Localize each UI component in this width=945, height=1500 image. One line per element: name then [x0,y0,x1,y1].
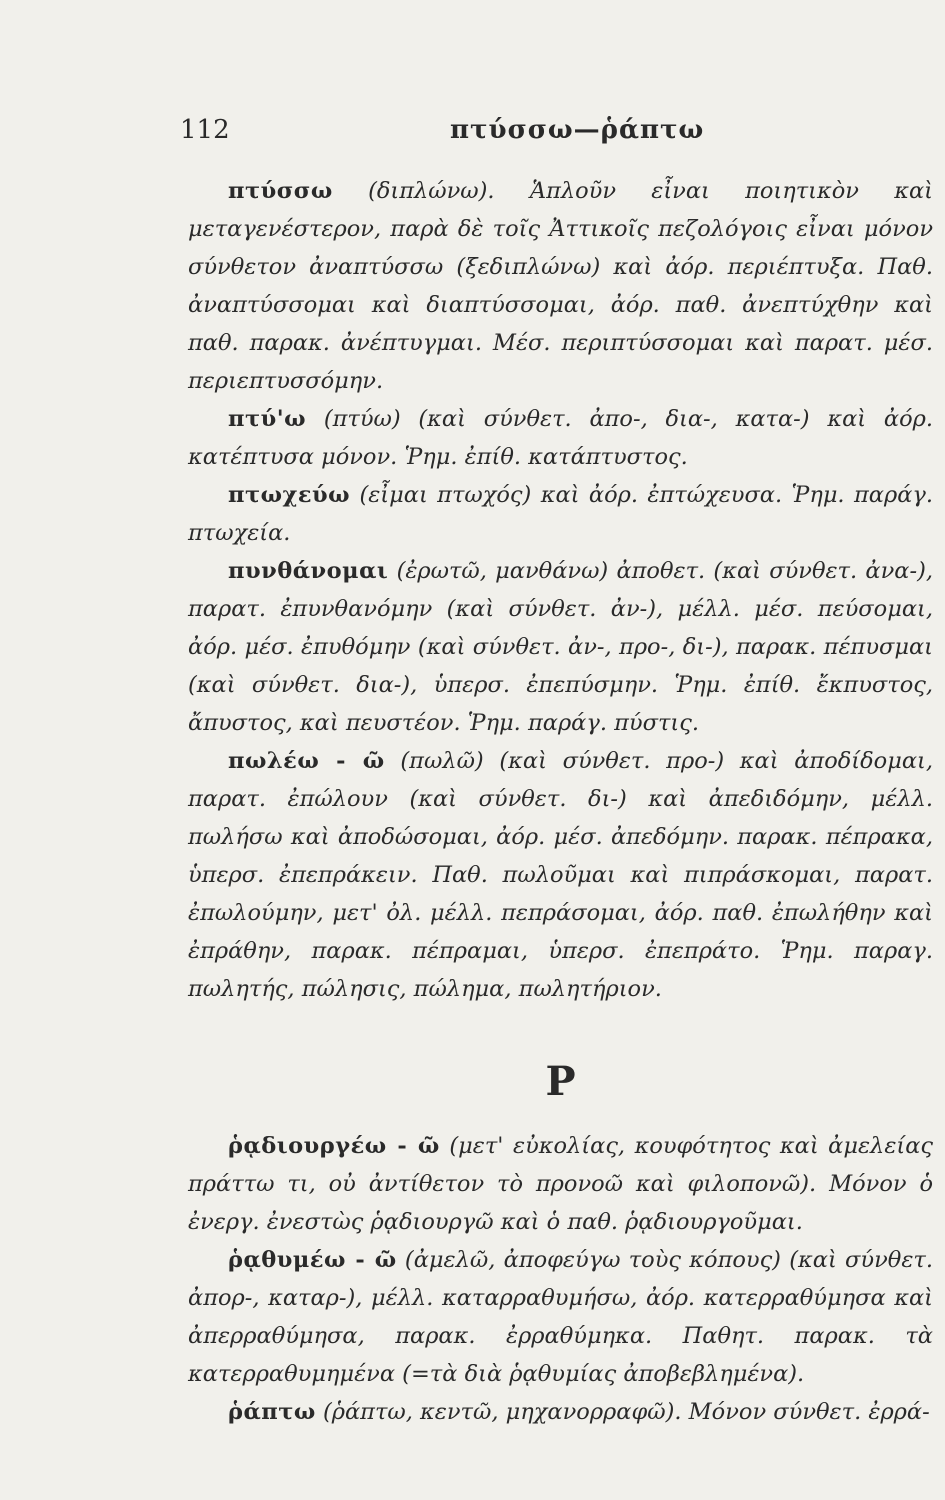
entry-text: (πωλῶ) (καὶ σύνθετ. προ-) καὶ ἀποδίδομαι, παρατ. ἐπώλουν (καὶ σύνθετ. δι-) καὶ ἀπεδιδόμην, μέλλ. πωλήσω καὶ ἀποδώσομαι, ἀόρ. μέσ. ἀπεδόμην. παρακ. πέπρακα, ὑπερσ. ἐπεπράκειν. Παθ. πωλοῦμαι καὶ πιπράσκομαι, παρατ. ἐπωλούμην, μετ' ὀλ. μέλλ. πεπράσομαι, ἀόρ. παθ. ἐπωλήθην καὶ ἐπράθην, παρακ. πέπραμαι, ὑπερσ. ἐπεπράτο. Ῥημ. παραγ. πωλητής, πώλησις, πώλημα, πωλητήριον. [188,748,933,1002]
dictionary-entry [188,172,933,400]
entry-headword: ῥᾳθυμέω - ῶ [228,1247,397,1273]
entry-text: (εἶμαι πτωχός) καὶ ἀόρ. ἐπτώχευσα. Ῥημ. παράγ. πτωχεία. [188,482,933,546]
entry-text: (διπλώνω). Ἁπλοῦν εἶναι ποιητικὸν καὶ μεταγενέστερον, παρὰ δὲ τοῖς Ἀττικοῖς πεζολόγοις εἶναι μόνον σύνθετον ἀναπτύσσω (ξεδιπλώνω) καὶ ἀόρ. περιέπτυξα. Παθ. ἀναπτύσσομαι καὶ διαπτύσσομαι, ἀόρ. παθ. ἀνεπτύχθην καὶ παθ. παρακ. ἀνέπτυγμαι. Μέσ. περιπτύσσομαι καὶ παρατ. μέσ. περιεπτυσσόμην. [188,178,933,394]
section-letter: Ρ [545,1058,576,1105]
entry-headword: πωλέω - ῶ [228,748,385,774]
running-title: πτύσσω—ῥάπτω [450,115,705,145]
entry-text: (ῥάπτω, κεντῶ, μηχανορραφῶ). Μόνον σύνθετ. ἐρρά- [322,1399,930,1425]
entry-headword: ῥᾳδιουργέω - ῶ [228,1133,440,1159]
dictionary-entry [188,552,933,742]
dictionary-entry [188,1127,933,1241]
page-header [180,115,900,155]
entry-headword: πυνθάνομαι [228,558,389,584]
entry-headword: πτύσσω [228,178,333,204]
dictionary-entry [188,400,933,476]
entry-text: (ἐρωτῶ, μανθάνω) ἀποθετ. (καὶ σύνθετ. ἀνα-), παρατ. ἐπυνθανόμην (καὶ σύνθετ. ἀν-), μέλλ. μέσ. πεύσομαι, ἀόρ. μέσ. ἐπυθόμην (καὶ σύνθετ. ἀν-, προ-, δι-), παρακ. πέπυσμαι (καὶ σύνθετ. δια-), ὑπερσ. ἐπεπύσμην. Ῥημ. ἐπίθ. ἔκπυστος, ἄπυστος, καὶ πευστέον. Ῥημ. παράγ. πύστις. [188,558,933,736]
dictionary-entry [188,476,933,552]
entry-text: (πτύω) (καὶ σύνθετ. ἀπο-, δια-, κατα-) καὶ ἀόρ. κατέπτυσα μόνον. Ῥημ. ἐπίθ. κατάπτυστος. [188,406,933,470]
entry-headword: πτωχεύω [228,482,351,508]
entry-headword: πτύ'ω [228,406,307,432]
entry-text: (ἀμελῶ, ἀποφεύγω τοὺς κόπους) (καὶ σύνθετ. ἀπορ-, καταρ-), μέλλ. καταρραθυμήσω, ἀόρ. κατερραθύμησα καὶ ἀπερραθύμησα, παρακ. ἐρραθύμηκα. Παθητ. παρακ. τὰ κατερραθυμημένα (=τὰ διὰ ῥᾳθυμίας ἀποβεβλημένα). [188,1247,933,1387]
dictionary-entry [188,1393,933,1431]
entry-text: (μετ' εὐκολίας, κουφότητος καὶ ἀμελείας πράττω τι, οὐ ἀντίθετον τὸ προνοῶ καὶ φιλοπονῶ). Μόνον ὁ ἐνεργ. ἐνεστὼς ῥᾳδιουργῶ καὶ ὁ παθ. ῥᾳδιουργοῦμαι. [188,1133,934,1235]
page-content [188,172,933,1431]
dictionary-entry [188,742,933,1008]
page-number: 112 [180,115,230,145]
dictionary-entry [188,1241,933,1393]
entry-headword: ῥάπτω [228,1399,316,1425]
